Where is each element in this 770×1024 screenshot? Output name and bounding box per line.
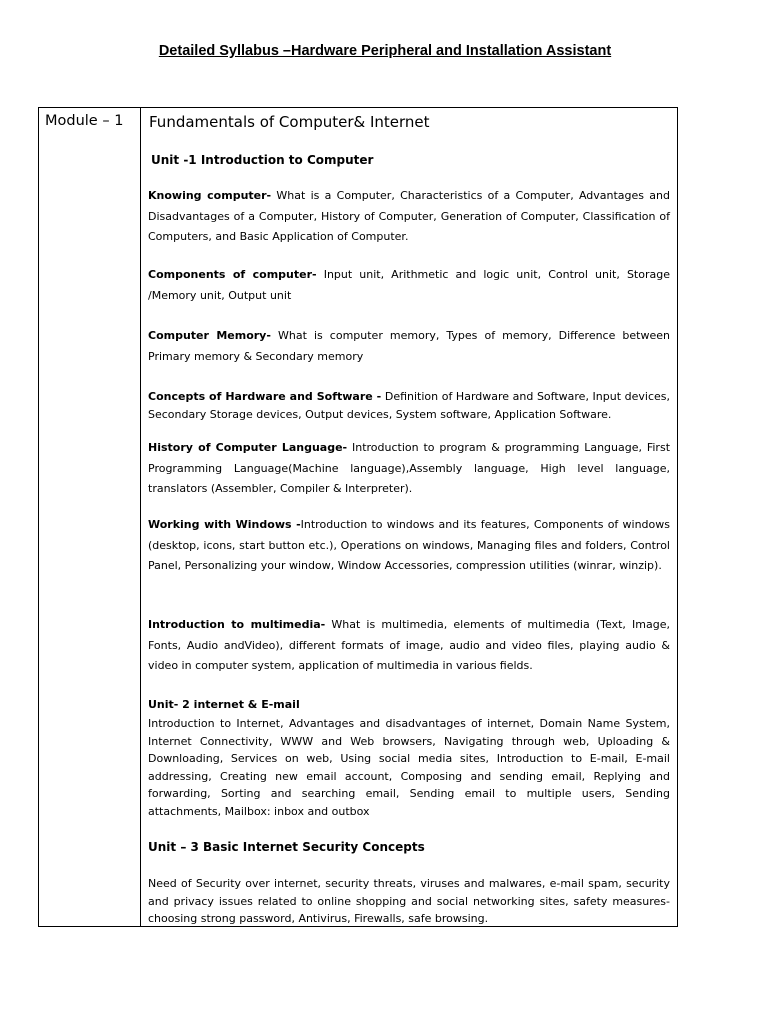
topic-components-of-computer xyxy=(148,265,670,306)
module-content-cell xyxy=(141,108,677,926)
topic-term: Computer Memory- xyxy=(148,329,271,342)
topic-text: Definition of Hardware and Software, Input devices, Secondary Storage devices, Output devices, System software, Application Software. xyxy=(148,390,670,421)
topic-hardware-software xyxy=(148,388,670,423)
topic-text: Introduction to program & programming Language, First Programming Language(Machine language),Assembly language, High level language, translators (Assembler, Compiler & Interpreter). xyxy=(148,441,671,495)
syllabus-table xyxy=(38,107,678,927)
topic-computer-memory xyxy=(148,326,670,367)
topic-term: Knowing computer- xyxy=(148,189,272,202)
topic-term: Components of computer- xyxy=(148,268,317,281)
topic-text: What is a Computer, Characteristics of a Computer, Advantages and Disadvantages of a Computer, History of Computer, Generation of Computer, Classification of Computers, and Basic Application of Computer. xyxy=(148,189,671,243)
unit-3-text: Need of Security over internet, security threats, viruses and malwares, e-mail spam, security and privacy issues related to online shopping and social networking sites, safety measures-choosing strong password, Antivirus, Firewalls, safe browsing. xyxy=(148,877,670,925)
topic-term: History of Computer Language- xyxy=(148,441,348,454)
module-heading: Fundamentals of Computer& Internet xyxy=(149,113,430,131)
topic-term: Working with Windows - xyxy=(148,518,301,531)
topic-term: Concepts of Hardware and Software - xyxy=(148,390,382,403)
topic-term: Introduction to multimedia- xyxy=(148,618,326,631)
topic-multimedia xyxy=(148,615,670,677)
document-title: Detailed Syllabus –Hardware Peripheral and Installation Assistant xyxy=(158,43,612,59)
unit-3-heading: Unit – 3 Basic Internet Security Concepts xyxy=(148,840,425,854)
topic-computer-language xyxy=(148,438,670,500)
topic-text: What is computer memory, Types of memory, Difference between Primary memory & Secondary memory xyxy=(148,329,670,363)
unit-1-heading: Unit -1 Introduction to Computer xyxy=(151,153,374,167)
unit-2-heading: Unit- 2 internet & E-mail xyxy=(148,698,300,711)
module-cell xyxy=(39,108,141,926)
unit-2-text: Introduction to Internet, Advantages and disadvantages of internet, Domain Name System, Internet Connectivity, WWW and Web browsers, Navigating through web, Uploading & Downloading, Services on web, Using social media sites, Introduction to E-mail, E-mail addressing, Creating new email account, Composing and sending email, Replying and forwarding, Sorting and searching email, Sending email to multiple users, Sending attachments, Mailbox: inbox and outbox xyxy=(148,717,670,818)
topic-text: What is multimedia, elements of multimedia (Text, Image, Fonts, Audio andVideo), different formats of image, audio and video files, playing audio & video in computer system, application of multimedia in various fields. xyxy=(148,618,670,672)
topic-text: Introduction to windows and its features, Components of windows (desktop, icons, start button etc.), Operations on windows, Managing files and folders, Control Panel, Personalizing your window, Window Accessories, compression utilities (winrar, winzip). xyxy=(148,518,670,572)
topic-working-with-windows xyxy=(148,515,670,577)
topic-text: Input unit, Arithmetic and logic unit, Control unit, Storage /Memory unit, Output unit xyxy=(148,268,670,302)
module-label: Module – 1 xyxy=(45,113,124,129)
topic-knowing-computer xyxy=(148,186,670,248)
